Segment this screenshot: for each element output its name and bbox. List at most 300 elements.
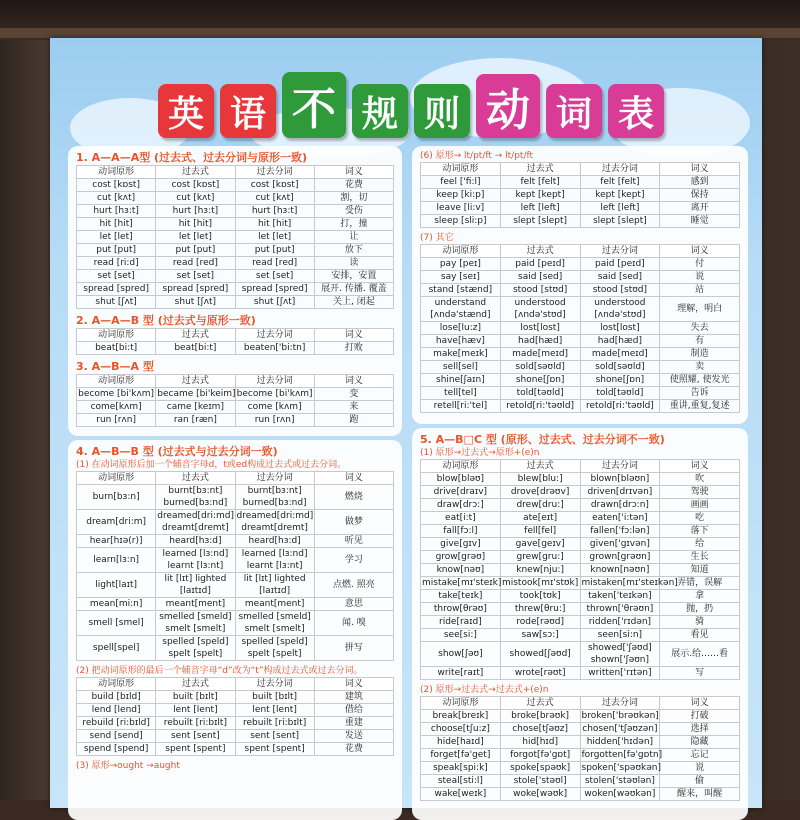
table-cell: felt [felt] (580, 176, 660, 189)
column-header: 词义 (660, 697, 740, 710)
subsection-title: (7) 其它 (420, 233, 454, 243)
table-cell: leave [li:v] (421, 202, 501, 215)
table-cell: 跑 (314, 414, 393, 427)
table-cell: pay [peɪ] (421, 258, 501, 271)
table-cell: read [red] (235, 257, 314, 270)
table-cell: see[si:] (421, 629, 501, 642)
table-cell: ate[eɪt] (500, 512, 580, 525)
column-header: 动词原形 (421, 460, 501, 473)
column-header: 动词原形 (421, 697, 501, 710)
table-row (77, 388, 394, 401)
section-title: 3. A—B—A 型 (76, 360, 154, 373)
table-cell: 站 (660, 284, 740, 297)
table-cell: retold[ri:'təʊld] (580, 400, 660, 413)
table-cell: left [left] (580, 202, 660, 215)
table-cell: saw[sɔ:] (500, 629, 580, 642)
table-cell: sold[səʊld] (580, 361, 660, 374)
table-cell: send [send] (77, 730, 156, 743)
table-cell: 割，切 (314, 192, 393, 205)
table-cell: spent [spent] (235, 743, 314, 756)
table-cell: burn[bɜ:n] (77, 485, 156, 510)
table-row (421, 629, 740, 642)
table-cell: 点燃. 照亮 (314, 573, 393, 598)
table-cell: written['rɪtən] (580, 667, 660, 680)
table-row (421, 762, 740, 775)
title-char: 语 (220, 84, 276, 138)
table-cell: 骑 (660, 616, 740, 629)
table-cell: 偷 (660, 775, 740, 788)
table-cell: sleep [sli:p] (421, 215, 501, 228)
table-row (77, 704, 394, 717)
table-cell: hurt [hɜ:t] (235, 205, 314, 218)
title-char: 动 (476, 74, 540, 138)
column-header: 动词原形 (77, 329, 156, 342)
table-row (77, 342, 394, 355)
column-header: 动词原形 (77, 375, 156, 388)
table-cell: shone[ʃɒn] (580, 374, 660, 387)
table-row (77, 283, 394, 296)
table-cell: keep [ki:p] (421, 189, 501, 202)
table-cell: kept [kept] (500, 189, 580, 202)
table-row (77, 730, 394, 743)
table-cell: feel ['fi:l] (421, 176, 501, 189)
verb-table (420, 696, 740, 801)
table-row (421, 176, 740, 189)
column-header: 过去分词 (580, 163, 660, 176)
table-header-row (77, 329, 394, 342)
table-cell: 展示.给……看 (660, 642, 740, 667)
table-cell: blow[bləʊ] (421, 473, 501, 486)
table-cell: blown[bləʊn] (580, 473, 660, 486)
table-row (421, 788, 740, 801)
table-row (421, 538, 740, 551)
table-cell: 学习 (314, 548, 393, 573)
table-row (421, 616, 740, 629)
table-cell: 关上, 闭起 (314, 296, 393, 309)
table-cell: have[hæv] (421, 335, 501, 348)
table-cell: 吃 (660, 512, 740, 525)
table-cell: say [seɪ] (421, 271, 501, 284)
table-cell: 听见 (314, 535, 393, 548)
column-header: 词义 (314, 472, 393, 485)
table-cell: set [set] (77, 270, 156, 283)
table-cell: 安排，安置 (314, 270, 393, 283)
table-cell: run [rʌn] (235, 414, 314, 427)
table-cell: 受伤 (314, 205, 393, 218)
table-cell: learned [lɜ:nd] learnt [lɜ:nt] (156, 548, 235, 573)
table-cell: 抛，扔 (660, 603, 740, 616)
table-cell: make[meɪk] (421, 348, 501, 361)
table-cell: 借给 (314, 704, 393, 717)
table-cell: threw[θru:] (500, 603, 580, 616)
table-cell: chose[tʃəʊz] (500, 723, 580, 736)
table-cell: cost [kɒst] (77, 179, 156, 192)
table-cell: seen[si:n] (580, 629, 660, 642)
verb-table (76, 374, 394, 427)
table-cell: steal[sti:l] (421, 775, 501, 788)
title-char: 词 (546, 84, 602, 138)
table-cell: sent [sent] (156, 730, 235, 743)
table-row (77, 573, 394, 598)
table-cell: rode[rəʊd] (500, 616, 580, 629)
table-cell: 变 (314, 388, 393, 401)
table-row (421, 667, 740, 680)
table-cell: 落下 (660, 525, 740, 538)
table-cell: meant[ment] (235, 598, 314, 611)
table-cell: 打，撞 (314, 218, 393, 231)
table-cell: 驾驶 (660, 486, 740, 499)
table-cell: said [sed] (580, 271, 660, 284)
column-header: 过去式 (156, 375, 235, 388)
table-cell: shone[ʃɒn] (500, 374, 580, 387)
table-cell: ridden['rɪdən] (580, 616, 660, 629)
table-cell: ride[raɪd] (421, 616, 501, 629)
table-cell: 失去 (660, 322, 740, 335)
table-row (421, 374, 740, 387)
table-row (421, 189, 740, 202)
table-cell: rebuilt [ri:bɪlt] (235, 717, 314, 730)
table-row (77, 414, 394, 427)
table-cell: hit [hit] (77, 218, 156, 231)
table-cell: 花费 (314, 743, 393, 756)
table-cell: lose[lu:z] (421, 322, 501, 335)
table-cell: read [red] (156, 257, 235, 270)
table-header-row (77, 166, 394, 179)
table-row (421, 400, 740, 413)
verb-table (76, 328, 394, 355)
table-cell: speak[spi:k] (421, 762, 501, 775)
table-cell: build [bɪld] (77, 691, 156, 704)
table-cell: spelled [speld] spelt [spelt] (235, 636, 314, 661)
table-cell: eaten['i:tən] (580, 512, 660, 525)
column-header: 过去式 (500, 460, 580, 473)
table-row (421, 473, 740, 486)
table-cell: dream[dri:m] (77, 510, 156, 535)
table-cell: show[ʃəʊ] (421, 642, 501, 667)
table-cell: spent [spent] (156, 743, 235, 756)
table-row (77, 244, 394, 257)
table-cell: chosen['tʃəʊzən] (580, 723, 660, 736)
verb-table (420, 459, 740, 680)
table-cell: 来 (314, 401, 393, 414)
section-4-panel (68, 440, 402, 820)
table-cell: 写 (660, 667, 740, 680)
table-row (77, 231, 394, 244)
table-cell: ran [ræn] (156, 414, 235, 427)
table-cell: eat[i:t] (421, 512, 501, 525)
title-char: 则 (414, 84, 470, 138)
table-cell: paid [peɪd] (500, 258, 580, 271)
column-header: 过去分词 (235, 329, 314, 342)
table-cell: break[breɪk] (421, 710, 501, 723)
table-cell: 重建 (314, 717, 393, 730)
section-6-7-panel (412, 146, 748, 424)
table-cell: drew[dru:] (500, 499, 580, 512)
subsection-title: (1) 在动词原形后加一个辅音字母d，t或ed构成过去式或过去分词。 (76, 460, 347, 470)
table-cell: run [rʌn] (77, 414, 156, 427)
table-cell: built [bɪlt] (156, 691, 235, 704)
table-row (421, 486, 740, 499)
table-cell: stole['stəʊl] (500, 775, 580, 788)
table-row (77, 218, 394, 231)
column-header: 词义 (660, 245, 740, 258)
table-cell: choose[tʃu:z] (421, 723, 501, 736)
table-cell: woken[wəʊkən] (580, 788, 660, 801)
column-header: 动词原形 (77, 166, 156, 179)
table-cell: driven[drɪvən] (580, 486, 660, 499)
table-row (421, 271, 740, 284)
table-row (77, 743, 394, 756)
table-cell: stand [stænd] (421, 284, 501, 297)
table-cell: shut [ʃʌt] (156, 296, 235, 309)
table-cell: 醒来，叫醒 (660, 788, 740, 801)
table-row (421, 258, 740, 271)
table-cell: mistaken[mɪ'steɪkən] (581, 578, 678, 588)
table-cell: broken['brəʊkən] (581, 711, 659, 721)
table-cell: lit [lɪt] lighted [laɪtɪd] (156, 573, 235, 598)
table-cell: cost [kɒst] (156, 179, 235, 192)
table-row (421, 202, 740, 215)
table-header-row (77, 678, 394, 691)
table-cell: sell[sel] (421, 361, 501, 374)
table-cell: become [bi'kʌm] (78, 389, 155, 399)
table-cell: lit [lɪt] lighted [laɪtɪd] (235, 573, 314, 598)
table-cell: left [left] (500, 202, 580, 215)
table-row (77, 598, 394, 611)
column-header: 动词原形 (77, 472, 156, 485)
table-row (421, 525, 740, 538)
subsection-title: (1) 原形→过去式→原形+(e)n (420, 448, 540, 458)
table-cell: mistake[mɪ'steɪk] (422, 578, 502, 588)
table-row (77, 485, 394, 510)
table-cell: shut [ʃʌt] (235, 296, 314, 309)
table-cell: drive[draɪv] (421, 486, 501, 499)
table-row (77, 296, 394, 309)
table-cell: drove[drəʊv] (500, 486, 580, 499)
table-row (77, 401, 394, 414)
table-cell: mistook[mɪ'stʊk] (501, 578, 579, 588)
table-row (421, 361, 740, 374)
subsection-title: (3) 原形→ought →aught (76, 761, 180, 771)
table-cell: forgot[fə'gɒt] (500, 749, 580, 762)
column-header: 过去式 (156, 166, 235, 179)
column-header: 动词原形 (77, 678, 156, 691)
table-cell: 隐藏 (660, 736, 740, 749)
table-row (77, 548, 394, 573)
table-cell: slept [slept] (500, 215, 580, 228)
table-cell: 弄错，误解 (660, 577, 740, 590)
table-cell: gave[geɪv] (500, 538, 580, 551)
table-cell: hit [hit] (156, 218, 235, 231)
table-cell: slept [slept] (580, 215, 660, 228)
column-header: 词义 (314, 329, 393, 342)
table-cell: smelled [smeld] smelt [smelt] (235, 611, 314, 636)
table-cell: sold[səʊld] (500, 361, 580, 374)
table-cell: 卖 (660, 361, 740, 374)
column-header: 动词原形 (421, 163, 501, 176)
table-cell: 花费 (314, 179, 393, 192)
table-row (421, 603, 740, 616)
table-row (77, 270, 394, 283)
table-header-row (421, 460, 740, 473)
column-header: 词义 (314, 166, 393, 179)
column-header: 过去式 (500, 245, 580, 258)
table-cell: read [ri:d] (77, 257, 156, 270)
table-cell: 说 (660, 762, 740, 775)
table-row (421, 551, 740, 564)
table-cell: wrote[rəʊt] (500, 667, 580, 680)
shelf-edge (0, 28, 800, 38)
column-header: 过去分词 (580, 697, 660, 710)
table-cell: fell[fel] (500, 525, 580, 538)
table-cell: take[teɪk] (421, 590, 501, 603)
table-cell: spread [spred] (77, 283, 156, 296)
table-row (421, 564, 740, 577)
table-cell: 展开. 传播. 覆盖 (314, 283, 393, 296)
table-cell: 说 (660, 271, 740, 284)
table-cell: heard[hɜ:d] (235, 535, 314, 548)
table-cell: fall[fɔ:l] (421, 525, 501, 538)
table-cell: 看见 (660, 629, 740, 642)
table-cell: tell[tel] (421, 387, 501, 400)
table-cell: 睡觉 (660, 215, 740, 228)
table-cell: 打破 (660, 710, 740, 723)
table-cell: 建筑 (314, 691, 393, 704)
column-header: 过去式 (500, 697, 580, 710)
table-cell: throw[θrəʊ] (421, 603, 501, 616)
table-cell: spend [spend] (77, 743, 156, 756)
table-cell: 画画 (660, 499, 740, 512)
table-cell: came [keɪm] (156, 401, 235, 414)
table-cell: cut [kʌt] (77, 192, 156, 205)
table-cell: 重讲,重复,复述 (660, 400, 740, 413)
table-cell: 感到 (660, 176, 740, 189)
table-cell: learned [lɜ:nd] learnt [lɜ:nt] (235, 548, 314, 573)
table-cell: drawn[drɔ:n] (580, 499, 660, 512)
table-row (77, 717, 394, 730)
table-cell: give[gɪv] (421, 538, 501, 551)
table-cell: 做梦 (314, 510, 393, 535)
column-header: 过去式 (500, 163, 580, 176)
table-cell: retell[ri:'tel] (421, 400, 501, 413)
table-row (421, 642, 740, 667)
table-header-row (421, 245, 740, 258)
table-cell: stolen['stəʊlən] (580, 775, 660, 788)
table-cell: 忘记 (660, 749, 740, 762)
table-cell: hid[hɪd] (500, 736, 580, 749)
table-cell: lent [lent] (235, 704, 314, 717)
table-cell: 理解，明白 (660, 297, 740, 322)
column-header: 过去分词 (580, 460, 660, 473)
table-cell: lost[lost] (500, 322, 580, 335)
table-row (421, 322, 740, 335)
poster (50, 38, 762, 808)
table-cell: let [let] (156, 231, 235, 244)
table-cell: hidden['hɪdən] (580, 736, 660, 749)
verb-table (76, 471, 394, 661)
table-cell: paid [peɪd] (580, 258, 660, 271)
table-header-row (77, 375, 394, 388)
verb-table (420, 162, 740, 228)
table-cell: cost [kɒst] (235, 179, 314, 192)
table-cell: known[nəʊn] (580, 564, 660, 577)
table-cell: thrown['θrəʊn] (580, 603, 660, 616)
table-cell: smelled [smeld] smelt [smelt] (156, 611, 235, 636)
table-cell: dreamed[dri:md] dreamt[dremt] (157, 511, 234, 533)
table-row (77, 636, 394, 661)
title-char: 不 (282, 72, 346, 138)
table-cell: draw[drɔ:] (421, 499, 501, 512)
table-cell: knew[nju:] (500, 564, 580, 577)
table-cell: spelled [speld] spelt [spelt] (156, 636, 235, 661)
table-row (421, 387, 740, 400)
table-cell: set [set] (156, 270, 235, 283)
table-cell: put [put] (77, 244, 156, 257)
table-cell: 选择 (660, 723, 740, 736)
table-cell: told[təʊld] (580, 387, 660, 400)
table-cell: shine[ʃaɪn] (421, 374, 501, 387)
table-header-row (77, 472, 394, 485)
column-header: 过去分词 (235, 166, 314, 179)
column-header: 词义 (660, 163, 740, 176)
table-cell: understood [ʌndə'stʊd] (580, 297, 660, 322)
section-title: 4. A—B—B 型 (过去式与过去分词一致) (76, 445, 278, 458)
table-cell: 意思 (314, 598, 393, 611)
column-header: 过去式 (156, 472, 235, 485)
table-cell: felt [felt] (500, 176, 580, 189)
subsection-title: (2) 把动词原形的最后一个辅音字母“d”改为“t”构成过去式或过去分词。 (76, 666, 363, 676)
table-cell: light[laɪt] (77, 573, 156, 598)
column-header: 词义 (314, 678, 393, 691)
table-cell: showed['ʃəʊd] shown['ʃəʊn] (580, 642, 660, 667)
table-cell: put [put] (156, 244, 235, 257)
subsection-title: (6) 原形→ lt/pt/ft → lt/pt/ft (420, 151, 534, 161)
table-cell: 使照耀, 使发光 (660, 374, 740, 387)
table-cell: let [let] (77, 231, 156, 244)
table-header-row (421, 163, 740, 176)
table-cell: smell [smel] (77, 611, 156, 636)
table-cell: beaten['bi:tn] (235, 342, 314, 355)
column-header: 词义 (314, 375, 393, 388)
table-cell: blew[blu:] (500, 473, 580, 486)
table-cell: 付 (660, 258, 740, 271)
table-cell: understand [ʌndə'stænd] (421, 297, 501, 322)
verb-table (76, 165, 394, 309)
table-cell: grown[grəʊn] (580, 551, 660, 564)
table-row (77, 611, 394, 636)
table-cell: 有 (660, 335, 740, 348)
table-cell: 保持 (660, 189, 740, 202)
column-header: 词义 (660, 460, 740, 473)
table-cell: grew[gru:] (500, 551, 580, 564)
table-row (421, 577, 740, 590)
section-1-panel (68, 146, 402, 436)
table-cell: spell[spel] (77, 636, 156, 661)
table-cell: built [bɪlt] (235, 691, 314, 704)
table-cell: had[hæd] (580, 335, 660, 348)
table-row (421, 335, 740, 348)
verb-table (76, 677, 394, 756)
table-cell: put [put] (235, 244, 314, 257)
column-header: 过去分词 (235, 375, 314, 388)
table-cell: told[təʊld] (500, 387, 580, 400)
table-cell: said [sed] (500, 271, 580, 284)
table-cell: hit [hit] (235, 218, 314, 231)
table-cell: rebuilt [ri:bɪlt] (156, 717, 235, 730)
table-cell: had[hæd] (500, 335, 580, 348)
table-cell: understood [ʌndə'stʊd] (500, 297, 580, 322)
table-cell: write[raɪt] (421, 667, 501, 680)
